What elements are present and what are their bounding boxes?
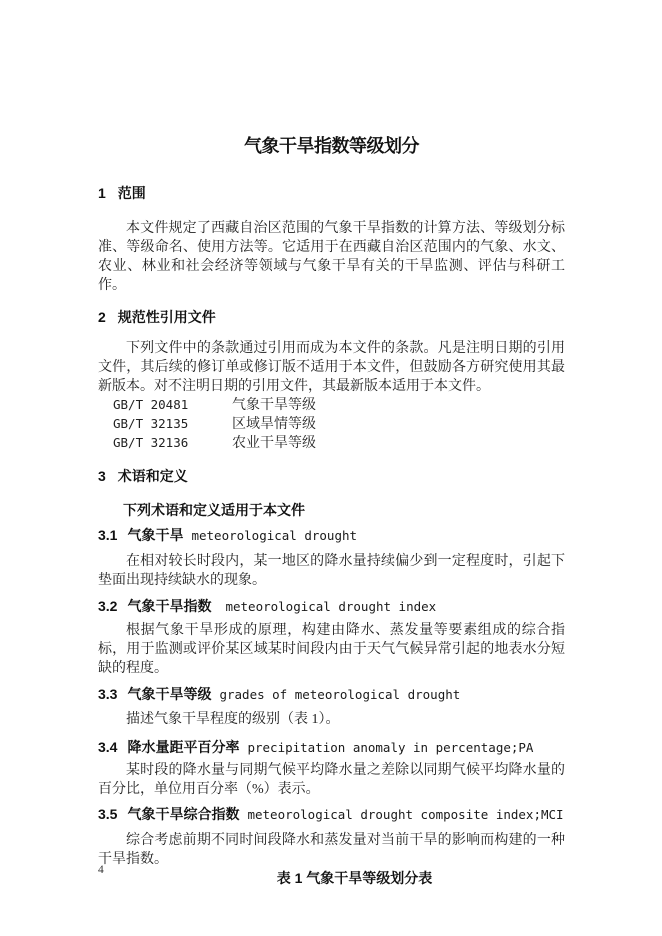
term-chinese: 气象干旱等级 bbox=[127, 686, 212, 702]
term-3-2-definition: 根据气象干旱形成的原理，构建由降水、蒸发量等要素组成的综合指标，用于监测或评价某区域某时间段内由于天气气候异常引起的地表水分短缺的程度。 bbox=[98, 623, 565, 676]
page-number: 4 bbox=[98, 864, 104, 876]
reference-title: 区域旱情等级 bbox=[232, 417, 316, 432]
table-1-caption: 表 1 气象干旱等级划分表 bbox=[276, 870, 433, 886]
term-3-3-heading bbox=[98, 685, 565, 704]
reference-item bbox=[98, 434, 565, 453]
term-chinese: 降水量距平百分率 bbox=[127, 739, 240, 755]
reference-code: GB/T 20481 bbox=[113, 397, 189, 412]
term-3-5-heading bbox=[98, 805, 565, 824]
section-2-paragraph: 下列文件中的条款通过引用而成为本文件的条款。凡是注明日期的引用文件，其后续的修订单或修订版不适用于本文件，但鼓励各方研究使用其最新版本。对不注明日期的引用文件，其最新版本适用于本文件。 bbox=[98, 341, 565, 394]
term-english: precipitation anomaly in percentage;PA bbox=[247, 740, 534, 755]
term-3-4-definition: 某时段的降水量与同期气候平均降水量之差除以同期气候平均降水量的百分比，单位用百分率（%）表示。 bbox=[98, 763, 565, 797]
term-3-5-definition: 综合考虑前期不同时间段降水和蒸发量对当前干旱的影响而构建的一种干旱指数。 bbox=[98, 833, 565, 867]
term-english: meteorological drought index bbox=[225, 599, 437, 614]
term-number: 3.3 bbox=[98, 686, 118, 702]
section-3-number: 3 bbox=[98, 468, 106, 484]
terms-intro-line: 下列术语和定义适用于本文件 bbox=[123, 502, 305, 518]
term-english: meteorological drought composite index;MCI bbox=[247, 807, 564, 822]
reference-code: GB/T 32135 bbox=[113, 416, 189, 431]
term-3-2-heading bbox=[98, 597, 565, 616]
section-1-number: 1 bbox=[98, 185, 106, 201]
section-3-heading bbox=[98, 467, 565, 486]
reference-title: 气象干旱等级 bbox=[232, 398, 316, 413]
reference-code: GB/T 32136 bbox=[113, 435, 189, 450]
term-3-1-heading bbox=[98, 526, 565, 545]
section-2-number: 2 bbox=[98, 309, 106, 325]
term-number: 3.5 bbox=[98, 806, 118, 822]
reference-item bbox=[98, 415, 565, 434]
section-2-title: 规范性引用文件 bbox=[117, 309, 216, 325]
term-chinese: 气象干旱 bbox=[127, 527, 184, 543]
term-english: grades of meteorological drought bbox=[219, 687, 461, 702]
reference-item bbox=[98, 396, 565, 415]
term-english: meteorological drought bbox=[191, 528, 358, 543]
section-1-paragraph: 本文件规定了西藏自治区范围的气象干旱指数的计算方法、等级划分标准、等级命名、使用方法等。它适用于在西藏自治区范围内的气象、水文、农业、林业和社会经济等领域与气象干旱有关的干旱监测、评估与科研工作。 bbox=[98, 221, 565, 293]
section-3-title: 术语和定义 bbox=[117, 468, 188, 484]
term-3-3-definition: 描述气象干旱程度的级别（表 1）。 bbox=[126, 712, 340, 727]
term-number: 3.2 bbox=[98, 598, 118, 614]
normative-references-list bbox=[98, 396, 565, 453]
section-1-heading bbox=[98, 184, 565, 203]
section-2-heading bbox=[98, 308, 565, 327]
term-chinese: 气象干旱指数 bbox=[127, 598, 212, 614]
term-3-4-heading bbox=[98, 738, 565, 757]
term-3-1-definition: 在相对较长时段内，某一地区的降水量持续偏少到一定程度时，引起下垫面出现持续缺水的现象。 bbox=[98, 554, 565, 588]
term-chinese: 气象干旱综合指数 bbox=[127, 806, 240, 822]
section-1-title: 范围 bbox=[117, 185, 146, 201]
document-title: 气象干旱指数等级划分 bbox=[244, 136, 419, 156]
reference-title: 农业干旱等级 bbox=[232, 436, 316, 451]
term-number: 3.4 bbox=[98, 739, 118, 755]
term-number: 3.1 bbox=[98, 527, 118, 543]
